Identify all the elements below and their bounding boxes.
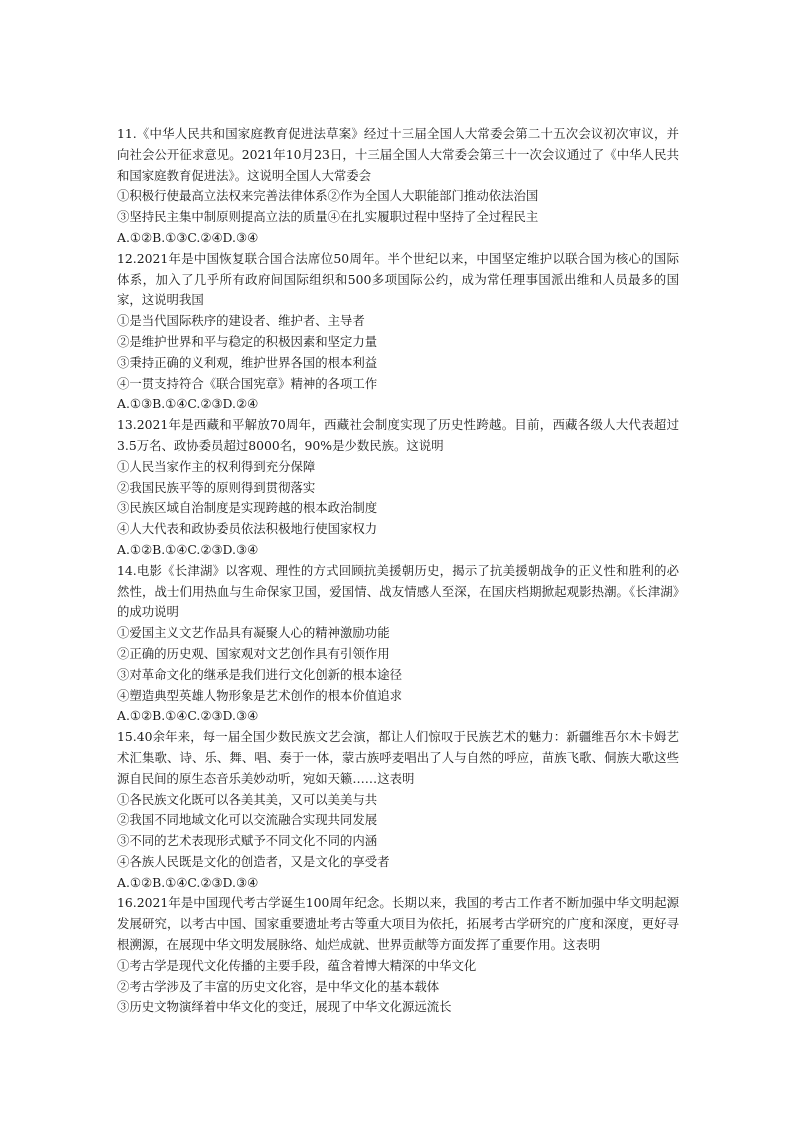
question-16 bbox=[117, 893, 679, 1018]
option-line: ④一贯支持符合《联合国宪章》精神的各项工作 bbox=[117, 375, 378, 391]
question-stem: 11.《中华人民共和国家庭教育促进法草案》经过十三届全国人大常委会第二十五次会议初次审议，并向社会公开征求意见。2021年10月23日，十三届全国人大常委会第三十一次会议通过了《中华人民共和国家庭教育促进法》。这说明全国人大常委会 bbox=[117, 126, 679, 183]
option-line: ②我国民族平等的原则得到贯彻落实 bbox=[117, 479, 316, 495]
option-line: ③民族区域自治制度是实现跨越的根本政治制度 bbox=[117, 500, 378, 516]
answer-choices: A.①②B.①④C.②③D.③④ bbox=[117, 541, 259, 557]
option-line: ①人民当家作主的权利得到充分保障 bbox=[117, 458, 316, 474]
question-15 bbox=[117, 727, 679, 893]
question-12 bbox=[117, 249, 679, 415]
question-14 bbox=[117, 561, 679, 727]
option-line: ①爱国主义文艺作品具有凝聚人心的精神激励功能 bbox=[117, 625, 390, 641]
question-stem: 14.电影《长津湖》以客观、理性的方式回顾抗美援朝历史，揭示了抗美援朝战争的正义性和胜利的必然性，战士们用热血与生命保家卫国，爱国情、战友情感人至深，在国庆档期掀起观影热潮。《长津湖》的成功说明 bbox=[117, 562, 679, 620]
option-line: ①考古学是现代文化传播的主要手段，蕴含着博大精深的中华文化 bbox=[117, 957, 477, 973]
option-line: ②我国不同地域文化可以交流融合实现共同发展 bbox=[117, 812, 378, 828]
answer-choices: A.①②B.①④C.②③D.③④ bbox=[117, 708, 259, 724]
question-stem: 15.40余年来，每一届全国少数民族文艺会演，都让人们惊叹于民族艺术的魅力：新疆维吾尔木卡姆艺术汇集歌、诗、乐、舞、唱、奏于一体，蒙古族呼麦唱出了人与自然的呼应，苗族飞歌、侗族大歌这些源自民间的原生态音乐美妙动听，宛如天籁……这表明 bbox=[117, 729, 679, 786]
question-stem: 12.2021年是中国恢复联合国合法席位50周年。半个世纪以来，中国坚定维护以联合国为核心的国际体系，加入了几乎所有政府间国际组织和500多项国际公约，成为常任理事国派出维和人员最多的国家，这说明我国 bbox=[117, 250, 679, 308]
question-11 bbox=[117, 124, 679, 249]
option-line: ③历史文物演绎着中华文化的变迁，展现了中华文化源远流长 bbox=[117, 999, 452, 1015]
option-line: ①积极行使最高立法权来完善法律体系②作为全国人大职能部门推动依法治国 bbox=[117, 188, 539, 204]
option-line: ②考古学涉及了丰富的历史文化容，是中华文化的基本载体 bbox=[117, 978, 440, 994]
option-line: ①是当代国际秩序的建设者、维护者、主导者 bbox=[117, 313, 365, 329]
answer-choices: A.①②B.①③C.②④D.③④ bbox=[117, 229, 259, 245]
option-line: ③不同的艺术表现形式赋予不同文化不同的内涵 bbox=[117, 833, 378, 849]
option-line: ①各民族文化既可以各美其美，又可以美美与共 bbox=[117, 791, 378, 807]
exam-page bbox=[117, 124, 679, 1018]
option-line: ④塑造典型英雄人物形象是艺术创作的根本价值追求 bbox=[117, 687, 402, 703]
question-stem: 13.2021年是西藏和平解放70周年，西藏社会制度实现了历史性跨越。目前，西藏各级人大代表超过3.5万名、政协委员超过8000名，90%是少数民族。这说明 bbox=[117, 417, 679, 453]
option-line: ④各族人民既是文化的创造者，又是文化的享受者 bbox=[117, 853, 390, 869]
option-line: ②是维护世界和平与稳定的积极因素和坚定力量 bbox=[117, 333, 378, 349]
question-13 bbox=[117, 415, 679, 561]
answer-choices: A.①③B.①④C.②③D.②④ bbox=[117, 396, 259, 412]
option-line: ③对革命文化的继承是我们进行文化创新的根本途径 bbox=[117, 666, 402, 682]
option-line: ④人大代表和政协委员依法积极地行使国家权力 bbox=[117, 521, 378, 537]
answer-choices: A.①②B.①④C.②③D.③④ bbox=[117, 874, 259, 890]
option-line: ③坚持民主集中制原则提高立法的质量④在扎实履职过程中坚持了全过程民主 bbox=[117, 209, 539, 225]
option-line: ②正确的历史观、国家观对文艺创作具有引领作用 bbox=[117, 645, 390, 661]
option-line: ③秉持正确的义利观，维护世界各国的根本利益 bbox=[117, 354, 378, 370]
question-stem: 16.2021年是中国现代考古学诞生100周年纪念。长期以来，我国的考古工作者不断加强中华文明起源发展研究，以考古中国、国家重要遗址考古等重大项目为依托，拓展考古学研究的广度和深度，更好寻根溯源，在展现中华文明发展脉络、灿烂成就、世界贡献等方面发挥了重要作用。这表明 bbox=[117, 895, 679, 953]
